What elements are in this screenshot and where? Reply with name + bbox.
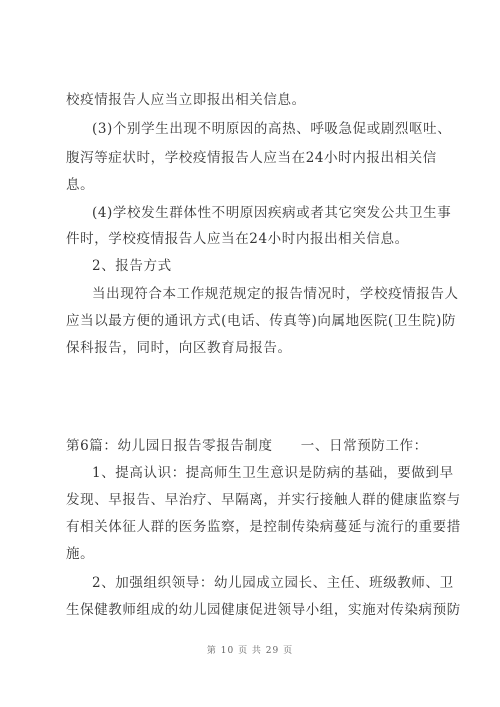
- text-line-13: 发现、早报告、早治疗、早隔离，并实行接触人群的健康监察与: [66, 492, 461, 508]
- text-line-6: 件时，学校疫情报告人应当在24小时内报出相关信息。: [66, 231, 409, 247]
- page-footer: 第 10 页 共 29 页: [206, 646, 294, 656]
- text-line-4: 息。: [66, 177, 95, 193]
- section-heading: 第6篇：幼儿园日报告零报告制度 一、日常预防工作：: [66, 438, 428, 454]
- text-line-5: (4)学校发生群体性不明原因疾病或者其它突发公共卫生事: [92, 205, 452, 221]
- text-line-8: 当出现符合本工作规范规定的报告情况时，学校疫情报告人: [92, 286, 459, 302]
- text-line-7: 2、报告方式: [92, 258, 172, 274]
- text-line-10: 保科报告，同时，向区教育局报告。: [66, 340, 292, 356]
- text-line-14: 有相关体征人群的医务监察，是控制传染病蔓延与流行的重要措: [66, 519, 461, 535]
- text-line-3: 腹泻等症状时，学校疫情报告人应当在24小时内报出相关信: [66, 150, 437, 166]
- text-line-16: 2、加强组织领导：幼儿园成立园长、主任、班级教师、卫: [92, 575, 454, 591]
- text-line-15: 施。: [66, 546, 95, 562]
- text-line-1: 校疫情报告人应当立即报出相关信息。: [66, 92, 306, 108]
- text-line-2: (3)个别学生出现不明原因的高热、呼吸急促或剧烈呕吐、: [92, 121, 452, 137]
- text-line-17: 生保健教师组成的幼儿园健康促进领导小组，实施对传染病预防: [66, 602, 461, 618]
- text-line-9: 应当以最方便的通讯方式(电话、传真等)向属地医院(卫生院)防: [66, 313, 457, 329]
- text-line-12: 1、提高认识：提高师生卫生意识是防病的基础，要做到早: [92, 465, 454, 481]
